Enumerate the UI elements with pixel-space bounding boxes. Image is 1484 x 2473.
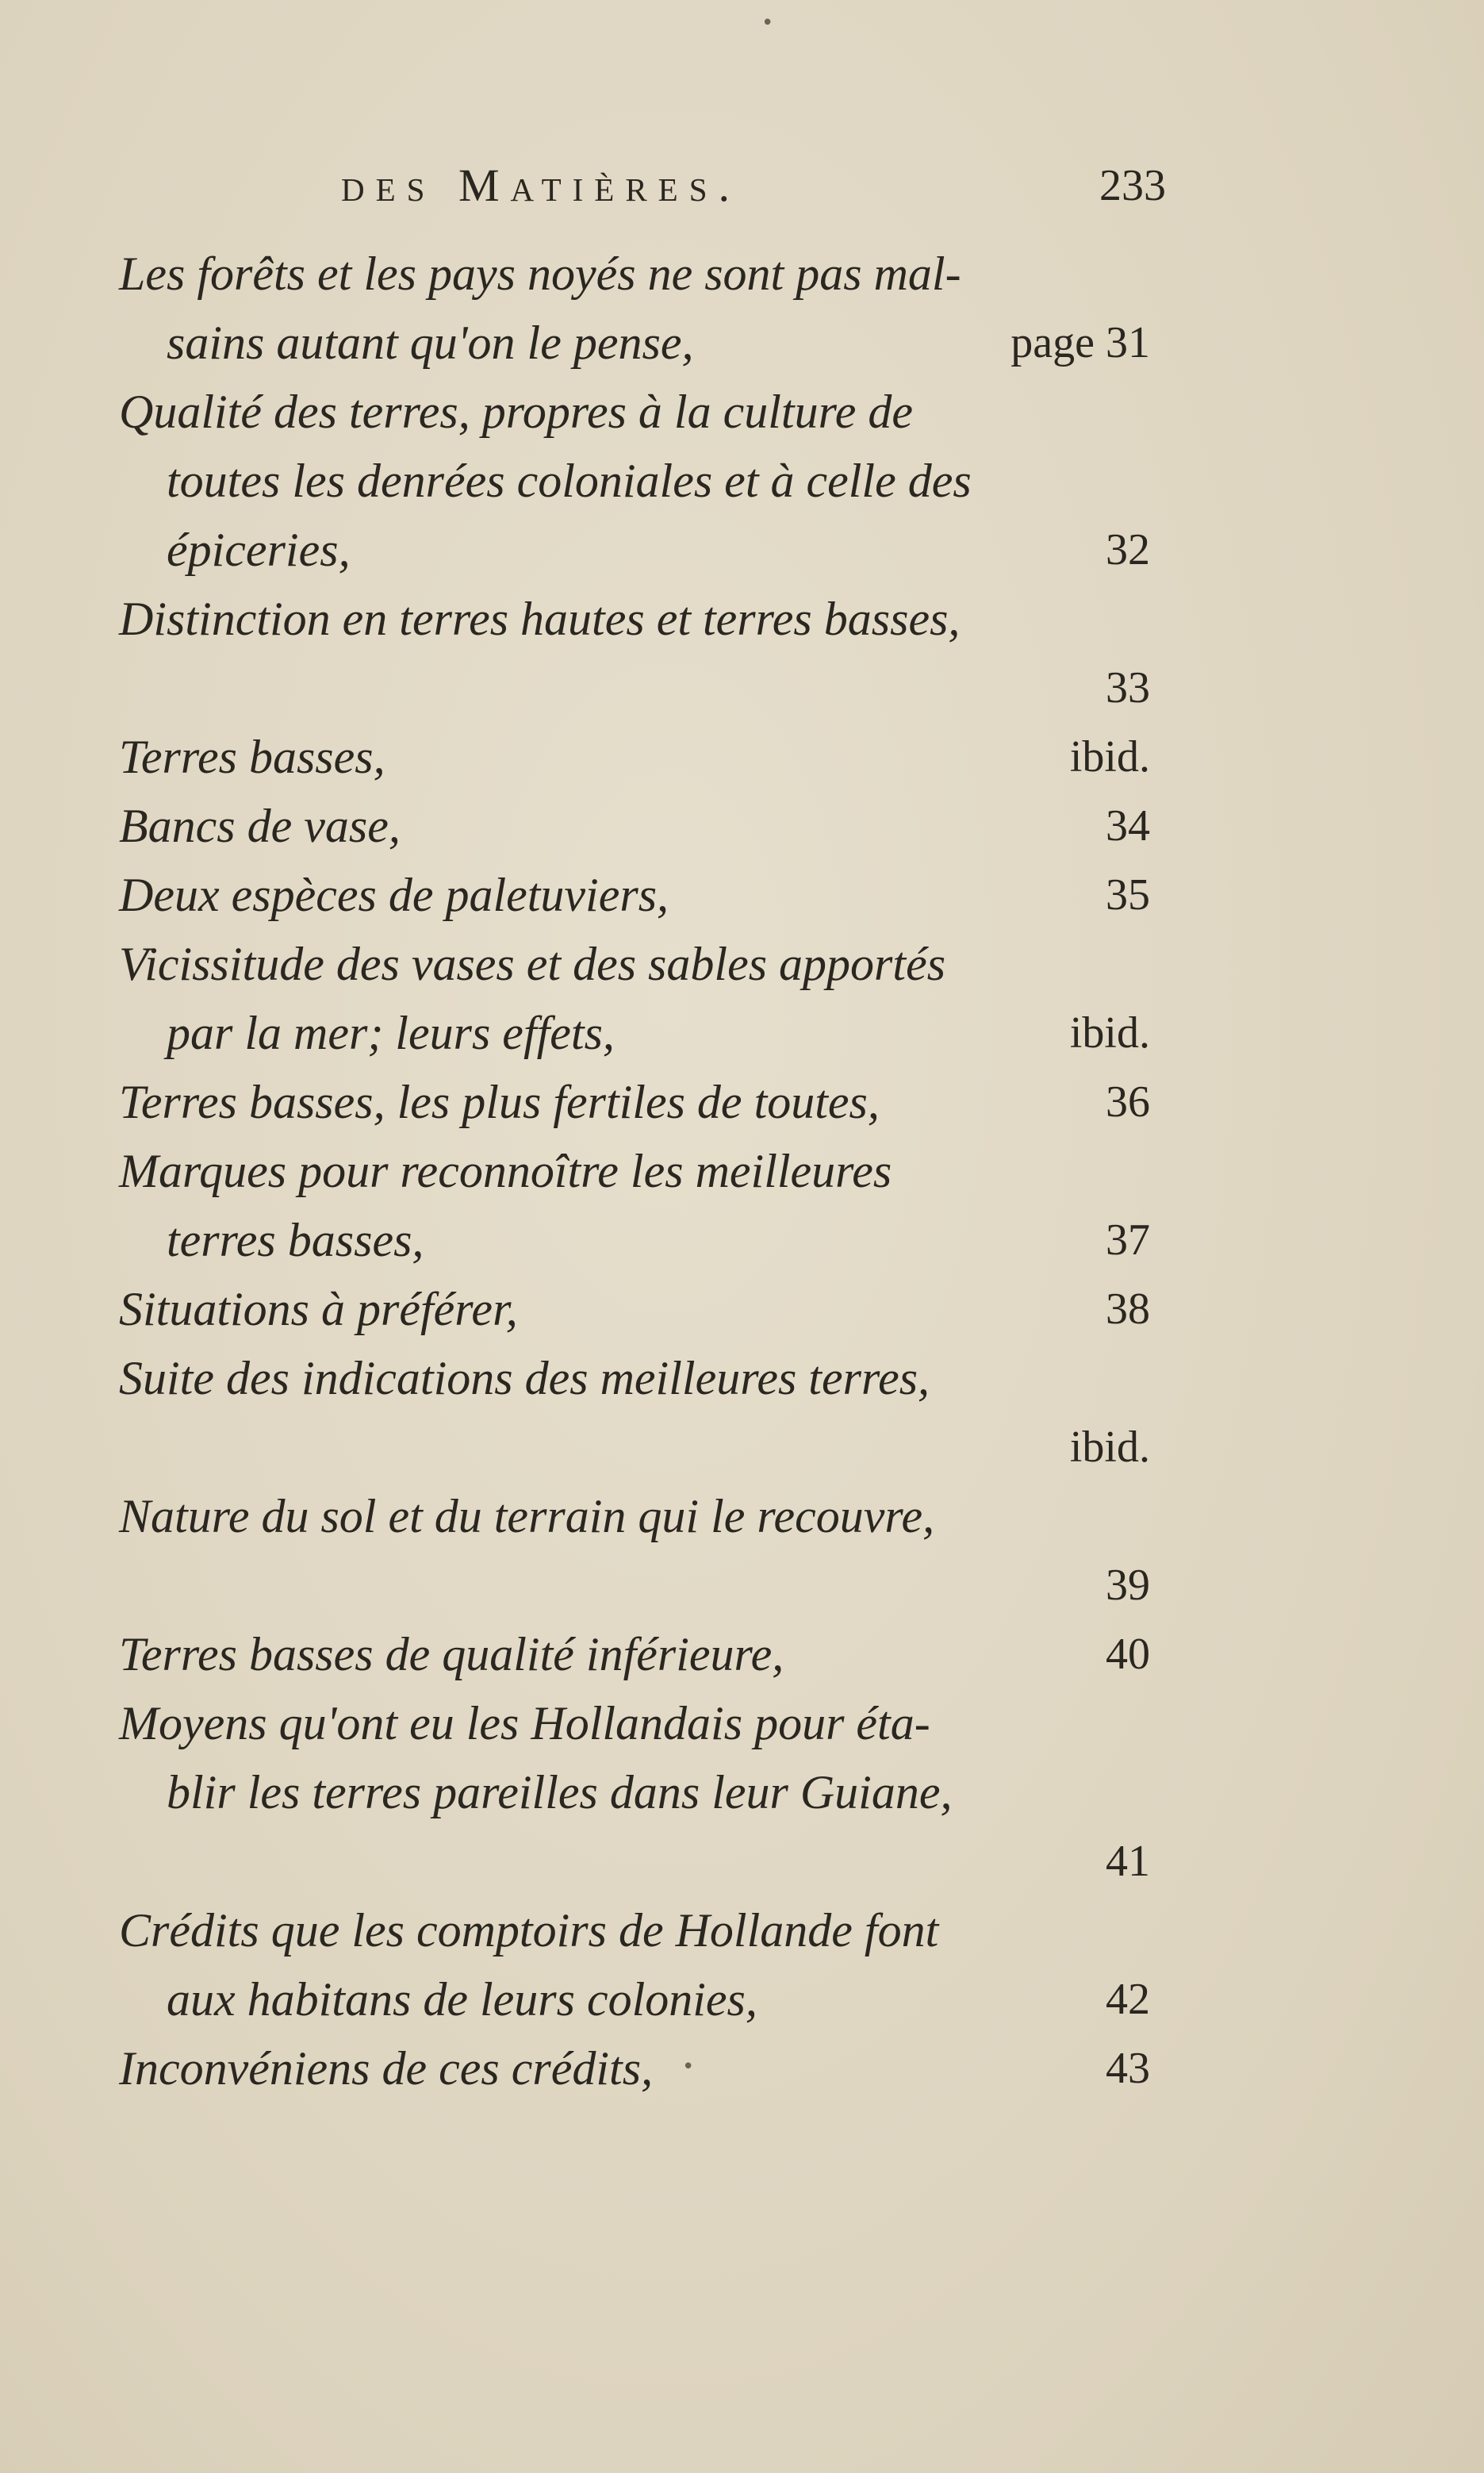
toc-entry [119, 240, 1150, 378]
page-number: 233 [1099, 161, 1166, 210]
entry-text: sains autant qu'on le pense, [167, 317, 694, 369]
entry-page: 37 [1106, 1215, 1150, 1265]
entry-page: 34 [1106, 801, 1150, 851]
entry-text: Situations à préférer, [119, 1283, 518, 1335]
entry-page: 33 [1106, 663, 1150, 712]
entry-page: 32 [1106, 525, 1150, 574]
toc-entry [119, 1689, 1150, 1896]
entry-page: ibid. [1069, 1423, 1150, 1472]
entry-page: 40 [1106, 1630, 1150, 1679]
toc-entry [119, 1482, 1150, 1620]
entry-text: Terres basses, [119, 731, 385, 783]
entry-text: aux habitans de leurs colonies, [167, 1973, 757, 2026]
entry-text: Suite des indications des meilleures terres, [119, 1352, 930, 1404]
ink-speck: • [761, 11, 774, 35]
running-title: des Matières. [341, 159, 742, 211]
toc-entry [119, 1275, 1150, 1344]
toc-entry [119, 378, 1150, 585]
entry-page: ibid. [1069, 732, 1150, 781]
toc-entry [119, 1620, 1150, 1689]
entry-text: Nature du sol et du terrain qui le recouvre, [119, 1490, 935, 1542]
toc-entry [119, 2034, 1150, 2103]
entry-page: 41 [1106, 1837, 1150, 1886]
toc-entry [119, 1896, 1150, 2034]
toc-entry [119, 930, 1150, 1068]
entry-text: Bancs de vase, [119, 800, 401, 852]
entry-text: Crédits que les comptoirs de Hollande font [119, 1904, 939, 1957]
toc-entry [119, 585, 1150, 723]
entry-text: Inconvéniens de ces crédits, [119, 2042, 654, 2095]
entry-text: Deux espèces de paletuviers, [119, 869, 669, 921]
running-header [341, 159, 1166, 222]
entry-text: Les forêts et les pays noyés ne sont pas mal- [119, 248, 961, 300]
entry-page: 38 [1106, 1285, 1150, 1334]
toc-entry [119, 792, 1150, 861]
entry-page: 35 [1106, 870, 1150, 920]
entry-text: Vicissitude des vases et des sables apportés [119, 938, 946, 990]
toc-entry [119, 861, 1150, 930]
table-of-contents [119, 240, 1150, 2103]
entry-text: Terres basses de qualité inférieure, [119, 1628, 784, 1680]
entry-text: Marques pour reconnoître les meilleures [119, 1145, 892, 1197]
entry-page: 39 [1106, 1561, 1150, 1610]
entry-text: Qualité des terres, propres à la culture de [119, 386, 913, 438]
entry-page: page 31 [1010, 318, 1150, 367]
ink-speck: • [682, 2055, 695, 2079]
entry-page: 43 [1106, 2044, 1150, 2093]
toc-entry [119, 723, 1150, 792]
entry-text: toutes les denrées coloniales et à celle des [167, 455, 972, 507]
entry-text: Distinction en terres hautes et terres basses, [119, 593, 961, 645]
entry-page: 42 [1106, 1975, 1150, 2024]
entry-text: par la mer; leurs effets, [167, 1007, 615, 1059]
toc-entry [119, 1137, 1150, 1275]
entry-text: Moyens qu'ont eu les Hollandais pour éta- [119, 1697, 930, 1749]
entry-page: ibid. [1069, 1008, 1150, 1058]
entry-text: terres basses, [167, 1214, 424, 1266]
entry-text: blir les terres pareilles dans leur Guiane, [167, 1766, 953, 1818]
entry-text: épiceries, [167, 524, 351, 576]
entry-page: 36 [1106, 1077, 1150, 1127]
toc-entry [119, 1344, 1150, 1482]
toc-entry [119, 1068, 1150, 1137]
entry-text: Terres basses, les plus fertiles de toutes, [119, 1076, 880, 1128]
